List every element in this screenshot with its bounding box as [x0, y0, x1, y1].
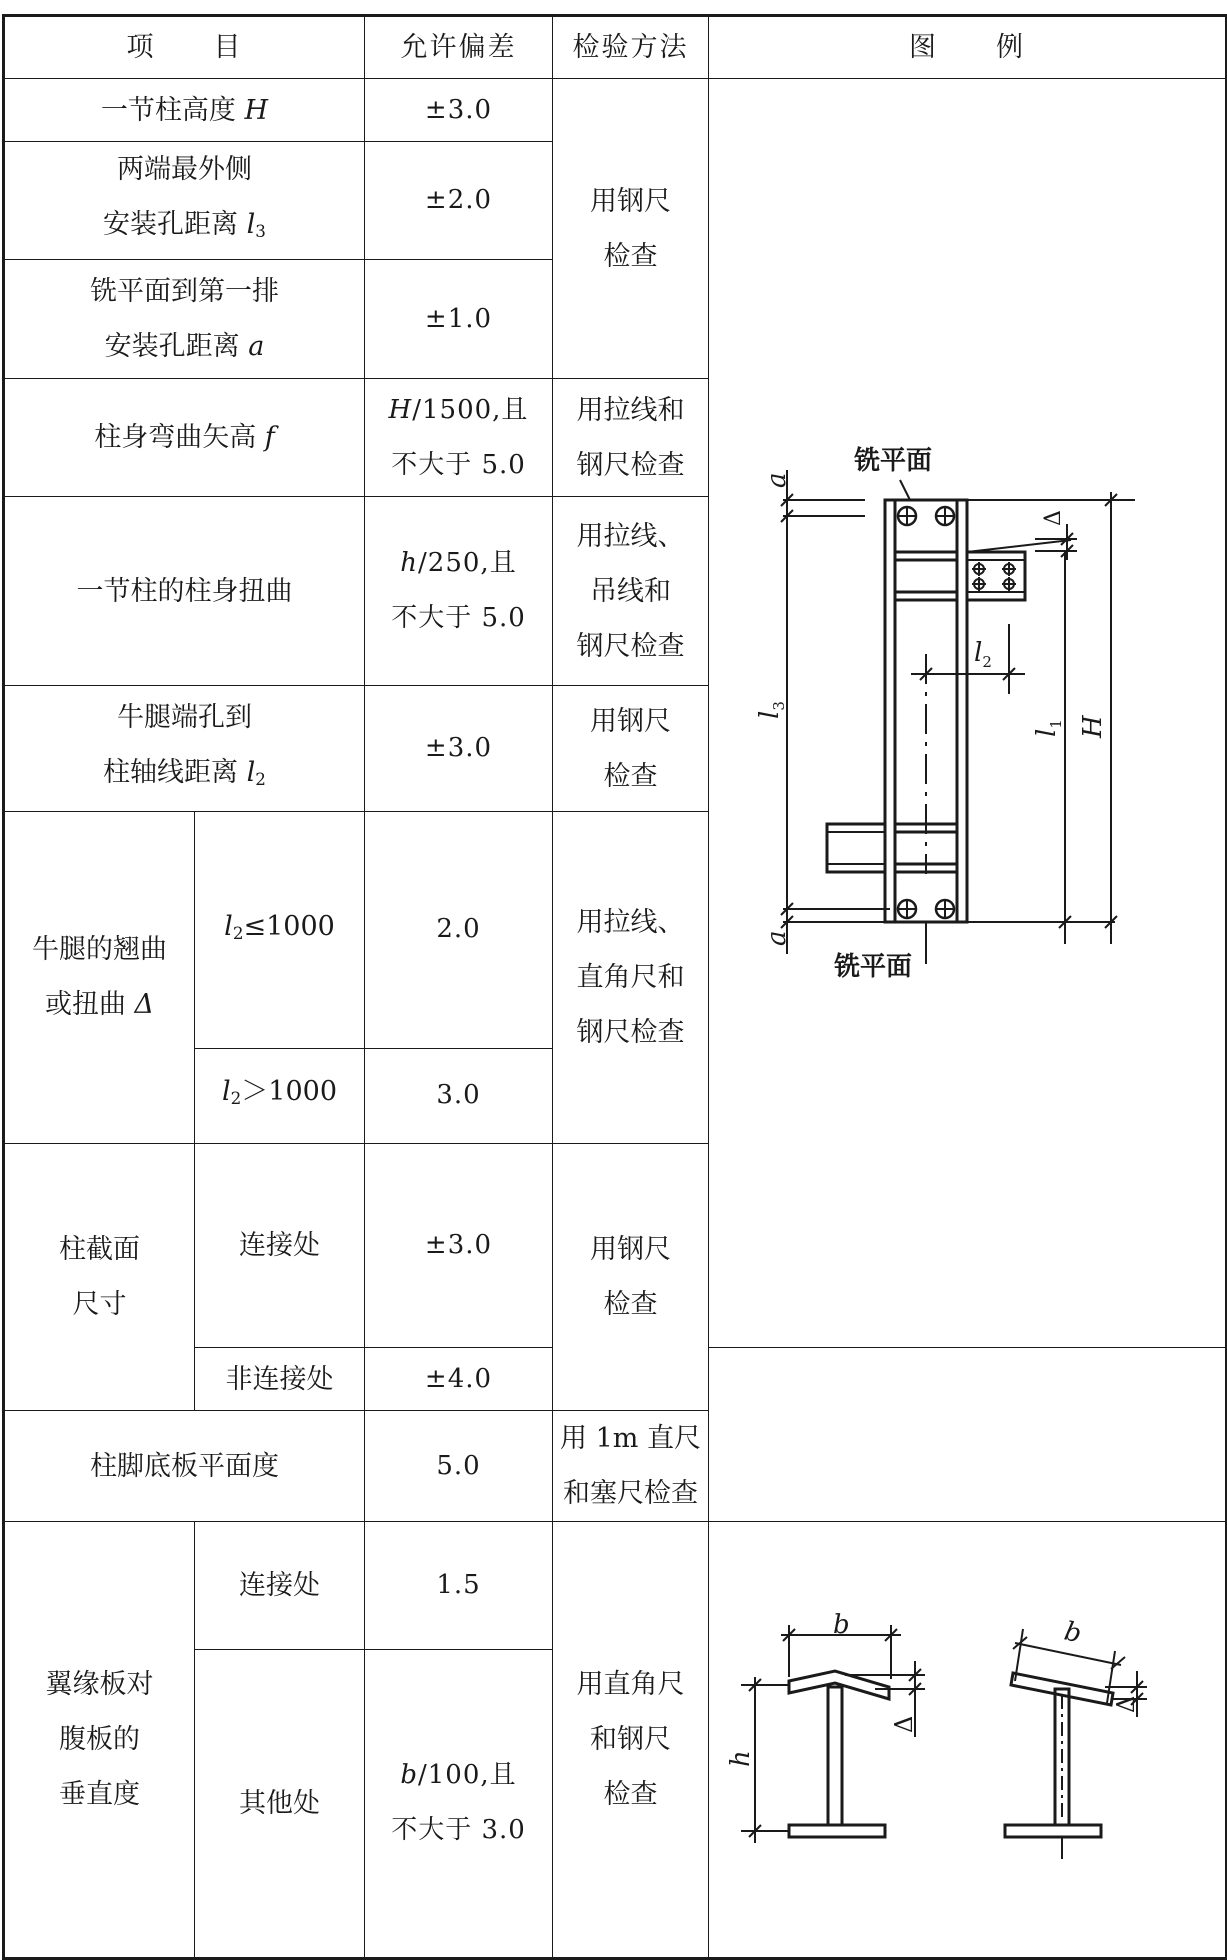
- tolerance-column-twist: h/250,且 不大于 5.0: [365, 497, 553, 686]
- label-l1: $l_1$: [1032, 719, 1065, 737]
- label-milled-face-bottom: 铣平面: [833, 952, 913, 982]
- column-elevation-diagram: [715, 134, 1227, 1292]
- tolerance-section-non-joint: ±4.0: [365, 1348, 553, 1411]
- method-steel-ruler: 用钢尺 检查: [553, 79, 709, 379]
- item-bracket-warp-delta: 牛腿的翘曲 或扭曲 Δ: [4, 812, 195, 1143]
- sub-item-l2-le-1000: $l_2\le 1000$: [195, 812, 365, 1048]
- method-section-ruler: 用钢尺 检查: [553, 1143, 709, 1410]
- label-H: H: [1078, 715, 1108, 738]
- header-tolerance: 允许偏差: [365, 16, 553, 79]
- flange-perpendicularity-diagram: [715, 1577, 1227, 1902]
- label-a-top: a: [762, 472, 792, 488]
- tolerance-milled-face-distance-a: ±1.0: [365, 260, 553, 379]
- item-section-size: 柱截面 尺寸: [4, 1143, 195, 1410]
- header-figure: 图 例: [709, 16, 1227, 79]
- method-flange-square: 用直角尺 和钢尺 检查: [553, 1522, 709, 1959]
- tolerance-column-height: ±3.0: [365, 79, 553, 142]
- label-b-right: b: [1061, 1616, 1085, 1650]
- tolerance-warp-small: 2.0: [365, 812, 553, 1048]
- method-string-and-ruler: 用拉线和 钢尺检查: [553, 379, 709, 497]
- label-delta-left: Δ: [890, 1715, 918, 1733]
- tolerance-bracket-hole-distance: ±3.0: [365, 686, 553, 812]
- sub-item-flange-joint: 连接处: [195, 1522, 365, 1650]
- label-milled-face-top: 铣平面: [853, 446, 933, 476]
- method-plumb-line: 用拉线、 吊线和 钢尺检查: [553, 497, 709, 686]
- item-column-height: 一节柱高度 H: [4, 79, 365, 142]
- header-item: 项 目: [4, 16, 365, 79]
- header-method: 检验方法: [553, 16, 709, 79]
- tolerance-flange-other: b/100,且 不大于 3.0: [365, 1649, 553, 1958]
- sub-item-non-joint: 非连接处: [195, 1348, 365, 1411]
- item-column-camber-f: 柱身弯曲矢高 f: [4, 379, 365, 497]
- sub-item-joint: 连接处: [195, 1143, 365, 1347]
- item-milled-face-distance-a: 铣平面到第一排 安装孔距离 a: [4, 260, 365, 379]
- label-b-left: b: [833, 1610, 850, 1640]
- tolerance-base-plate: 5.0: [365, 1411, 553, 1522]
- label-h: h: [726, 1750, 756, 1767]
- sub-item-flange-other: 其他处: [195, 1649, 365, 1958]
- method-square-and-ruler: 用拉线、 直角尺和 钢尺检查: [553, 812, 709, 1143]
- item-base-plate-flatness: 柱脚底板平面度: [4, 1411, 365, 1522]
- label-l2: $l_2$: [974, 638, 992, 671]
- tolerance-flange-joint: 1.5: [365, 1522, 553, 1650]
- figure-flange-sections: [709, 1522, 1227, 1959]
- tolerance-hole-distance-l3: ±2.0: [365, 142, 553, 260]
- item-flange-perpendicularity: 翼缘板对 腹板的 垂直度: [4, 1522, 195, 1959]
- label-delta-right: Δ: [1112, 1695, 1140, 1713]
- method-bracket-ruler: 用钢尺 检查: [553, 686, 709, 812]
- tolerance-section-joint: ±3.0: [365, 1143, 553, 1347]
- item-hole-distance-l3: 两端最外侧 安装孔距离 $l_3$: [4, 142, 365, 260]
- item-bracket-hole-distance-l2: 牛腿端孔到 柱轴线距离 $l_2$: [4, 686, 365, 812]
- method-straightedge-feeler: 用 1m 直尺 和塞尺检查: [553, 1411, 709, 1522]
- sub-item-l2-gt-1000: $l_2>1000$: [195, 1048, 365, 1143]
- item-column-twist: 一节柱的柱身扭曲: [4, 497, 365, 686]
- tolerance-column-camber: H/1500,且 不大于 5.0: [365, 379, 553, 497]
- tolerance-table: [2, 14, 1227, 1960]
- label-delta-bracket: Δ: [1041, 510, 1066, 526]
- label-l3: $l_3$: [755, 701, 788, 719]
- figure-column-elevation: [709, 79, 1227, 1348]
- label-a-bottom: a: [762, 930, 792, 946]
- tolerance-warp-large: 3.0: [365, 1048, 553, 1143]
